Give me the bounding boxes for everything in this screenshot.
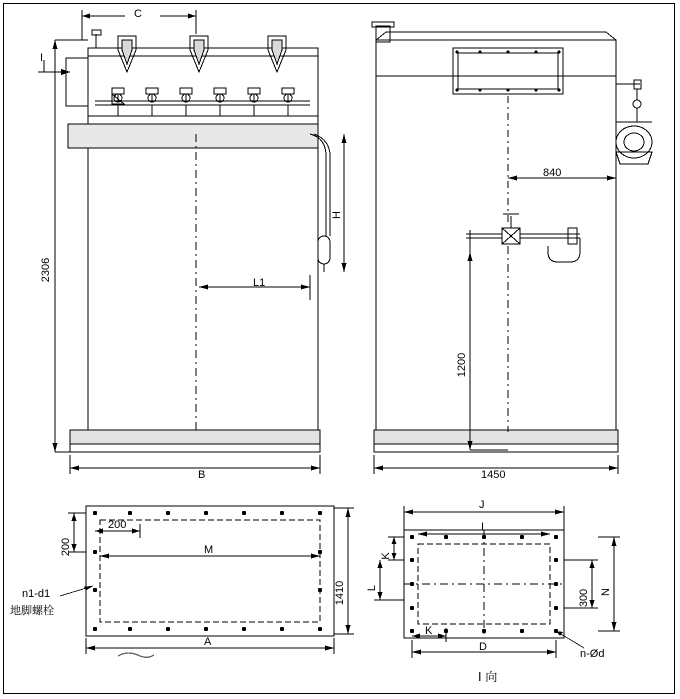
dim-label-300: 300 (578, 588, 590, 608)
dim-label-H: H (331, 211, 343, 219)
dim-label-L1: L1 (253, 277, 266, 289)
dim-label-D: D (479, 641, 487, 653)
note-anchor-bolt: 地脚螺栓 (10, 604, 54, 617)
dim-N (598, 537, 620, 631)
dim-label-I: I (481, 521, 485, 533)
dim-label-B: B (198, 469, 206, 481)
dim-label-J: J (479, 499, 485, 511)
dim-label-C: C (134, 8, 142, 20)
level-gauge-pipe (310, 134, 330, 272)
dim-label-A: A (204, 636, 212, 648)
note-n1-d1: n1-d1 (22, 588, 51, 600)
valve-row (95, 88, 310, 116)
leader-n1-d1 (60, 586, 93, 596)
dim-label-1200: 1200 (456, 352, 468, 378)
dim-label-840: 840 (543, 167, 562, 179)
dim-label-I-arrow: I (40, 52, 44, 64)
top-nozzles (92, 30, 286, 72)
side-valve-assembly (616, 80, 652, 164)
dim-label-200-h: 200 (108, 519, 127, 531)
anchor-bolt-marks (93, 511, 322, 631)
dim-label-N: N (600, 588, 612, 596)
dim-B (70, 455, 320, 474)
dim-label-200-v: 200 (60, 537, 72, 557)
note-n-od: n-Ød (580, 648, 605, 660)
detail-view-caption: I 向 (478, 670, 498, 684)
dim-L (374, 560, 404, 600)
dim-label-M: M (204, 544, 214, 556)
dim-1410 (334, 508, 354, 634)
dim-H (342, 134, 347, 272)
dim-2306 (53, 40, 89, 452)
dim-1200 (468, 252, 509, 450)
dim-label-K-horizontal: K (425, 625, 433, 637)
dim-label-K-vertical: K (380, 552, 392, 560)
dim-840 (508, 165, 616, 186)
dim-label-1450: 1450 (481, 469, 506, 481)
internal-pipe (466, 96, 580, 262)
leader-n-od (556, 631, 584, 648)
dim-label-2306: 2306 (40, 257, 52, 283)
dim-label-1410: 1410 (334, 580, 346, 606)
dim-label-L: L (366, 584, 378, 592)
